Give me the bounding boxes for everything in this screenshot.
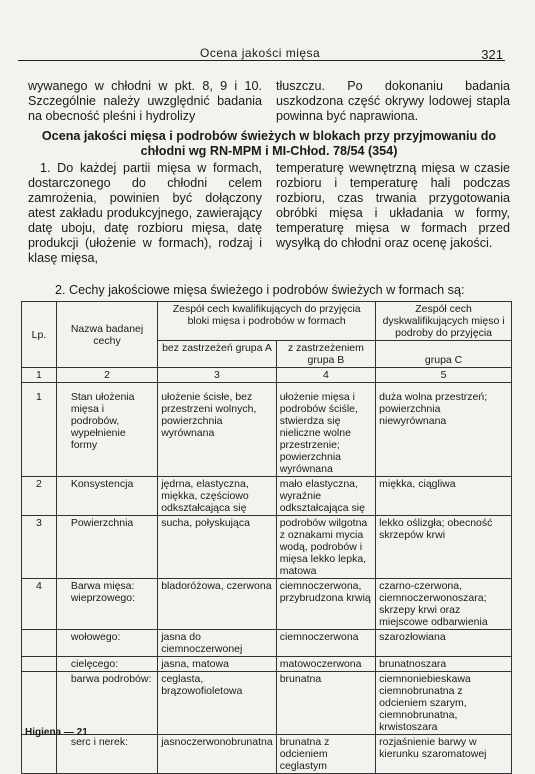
row-group-a: jędrna, elastyczna, miękka, częściowo odkształcająca się <box>158 477 277 516</box>
section-title: Ocena jakości mięsa i podrobów świeżych w blokach przy przyjmowaniu do chłodni wg RN-MPM i MI-Chłod. 78/54 (354) <box>41 129 497 158</box>
intro-left-column <box>28 79 262 124</box>
row-group-a: jasna, matowa <box>158 657 277 672</box>
header-group-b: z zastrzeżeniem grupa B <box>276 341 375 368</box>
row-group-b: brunatna z odcieniem ceglastym <box>276 735 375 774</box>
table-row <box>22 383 512 477</box>
row-group-a: jasna do ciemnoczerwonej <box>158 630 277 657</box>
row-group-a: bladoróżowa, czerwona <box>158 579 277 630</box>
row-group-b: ciemnoczerwona <box>276 630 375 657</box>
col-num-4: 4 <box>276 368 375 383</box>
para1-left-column <box>28 161 262 266</box>
row-name: serc i nerek: <box>56 735 157 774</box>
column-number-row <box>22 368 512 383</box>
header-lp: Lp. <box>22 302 57 368</box>
row-group-c: duża wolna przestrzeń; powierzchnia niewyrównana <box>376 383 512 477</box>
header-name: Nazwa badanej cechy <box>56 302 157 368</box>
header-disqualifying: Zespół cech dyskwalifikujących mięso i podroby do przyjęcia <box>376 302 512 341</box>
row-lp <box>22 672 57 735</box>
row-group-c: rozjaśnienie barwy w kierunku szaromatowej <box>376 735 512 774</box>
header-rule <box>18 60 505 61</box>
col-num-2: 2 <box>56 368 157 383</box>
para1-right-text: temperaturę wewnętrzną mięsa w czasie rozbioru i temperaturę hali podczas rozbioru, czas trwania przygotowania obróbki mięsa i układania w formy, temperaturę mięsa w formach przed wysyłką do chłodni oraz ocenę jakości. <box>276 161 510 250</box>
para1-right-column <box>276 161 510 251</box>
row-lp: 2 <box>22 477 57 516</box>
row-name: cielęcego: <box>56 657 157 672</box>
table-row <box>22 630 512 657</box>
intro-right-text: tłuszczu. Po dokonaniu badania uszkodzona część okrywy lodowej stapla powinna być naprawiona. <box>276 79 510 123</box>
table-row <box>22 657 512 672</box>
row-group-c: czarno-czerwona, ciemnoczerwonoszara; skrzepy krwi oraz miejscowe odbarwienia <box>376 579 512 630</box>
row-name: Stan ułożenia mięsa i podrobów, wypełnienie formy <box>56 383 157 477</box>
row-lp: 4 <box>22 579 57 630</box>
table-intro: 2. Cechy jakościowe mięsa świeżego i podrobów świeżych w formach są: <box>55 283 465 297</box>
row-name: Powierzchnia <box>56 516 157 579</box>
table-row <box>22 579 512 630</box>
row-lp: 1 <box>22 383 57 477</box>
row-group-b: matowoczerwona <box>276 657 375 672</box>
row-group-a: ułożenie ścisłe, bez przestrzeni wolnych, powierzchnia wyrównana <box>158 383 277 477</box>
row-group-a: jasnoczerwonobrunatna <box>158 735 277 774</box>
col-num-1: 1 <box>22 368 57 383</box>
row-group-b: podrobów wilgotna z oznakami mycia wodą, podrobów i mięsa lekko lepka, matowa <box>276 516 375 579</box>
table-row <box>22 672 512 735</box>
col-num-3: 3 <box>158 368 277 383</box>
page-footer: Higiena — 21 <box>25 727 88 738</box>
row-lp <box>22 657 57 672</box>
row-lp <box>22 630 57 657</box>
row-lp: 3 <box>22 516 57 579</box>
table-header-row <box>22 302 512 341</box>
intro-left-text: wywanego w chłodni w pkt. 8, 9 i 10. Szczególnie należy uwzględnić badania na obecność pleśni i hydrolizy <box>28 79 262 123</box>
table-row <box>22 477 512 516</box>
running-header: Ocena jakości mięsa <box>200 46 321 60</box>
row-group-b: mało elastyczna, wyraźnie odkształcająca się <box>276 477 375 516</box>
intro-right-column <box>276 79 510 124</box>
row-group-b: ciemnoczerwona, przybrudzona krwią <box>276 579 375 630</box>
quality-table <box>21 301 512 774</box>
row-group-a: ceglasta, brązowofioletowa <box>158 672 277 735</box>
header-qualifying: Zespół cech kwalifikujących do przyjęcia bloki mięsa i podrobów w formach <box>158 302 376 341</box>
col-num-5: 5 <box>376 368 512 383</box>
table-row <box>22 516 512 579</box>
row-group-b: brunatna <box>276 672 375 735</box>
page-number: 321 <box>481 47 503 62</box>
row-group-b: ułożenie mięsa i podrobów ściśle, stwierdza się nieliczne wolne przestrzenie; powierzchnia wyrównana <box>276 383 375 477</box>
row-group-c: brunatnoszara <box>376 657 512 672</box>
row-group-a: sucha, połyskująca <box>158 516 277 579</box>
row-group-c: szarozłowiana <box>376 630 512 657</box>
row-name: barwa podrobów: <box>56 672 157 735</box>
header-group-c: grupa C <box>376 341 512 368</box>
row-group-c: lekko oślizgła; obecność skrzepów krwi <box>376 516 512 579</box>
table-row <box>22 735 512 774</box>
para1-left-text: 1. Do każdej partii mięsa w formach, dostarczonego do chłodni celem zamrożenia, powinien być dołączony atest zakładu produkcyjnego, zawierający datę uboju, datę rozbioru mięsa, datę produkcji (ułożenie w formach), rodzaj i klasę mięsa, <box>28 161 262 265</box>
row-lp <box>22 735 57 774</box>
row-group-c: ciemnoniebieskawa ciemnobrunatna z odcieniem szarym, ciemnobrunatna, krwistoszara <box>376 672 512 735</box>
row-group-c: miękka, ciągliwa <box>376 477 512 516</box>
header-group-a: bez zastrzeżeń grupa A <box>158 341 277 368</box>
row-name: wołowego: <box>56 630 157 657</box>
row-name: Barwa mięsa: wieprzowego: <box>56 579 157 630</box>
row-name: Konsystencja <box>56 477 157 516</box>
